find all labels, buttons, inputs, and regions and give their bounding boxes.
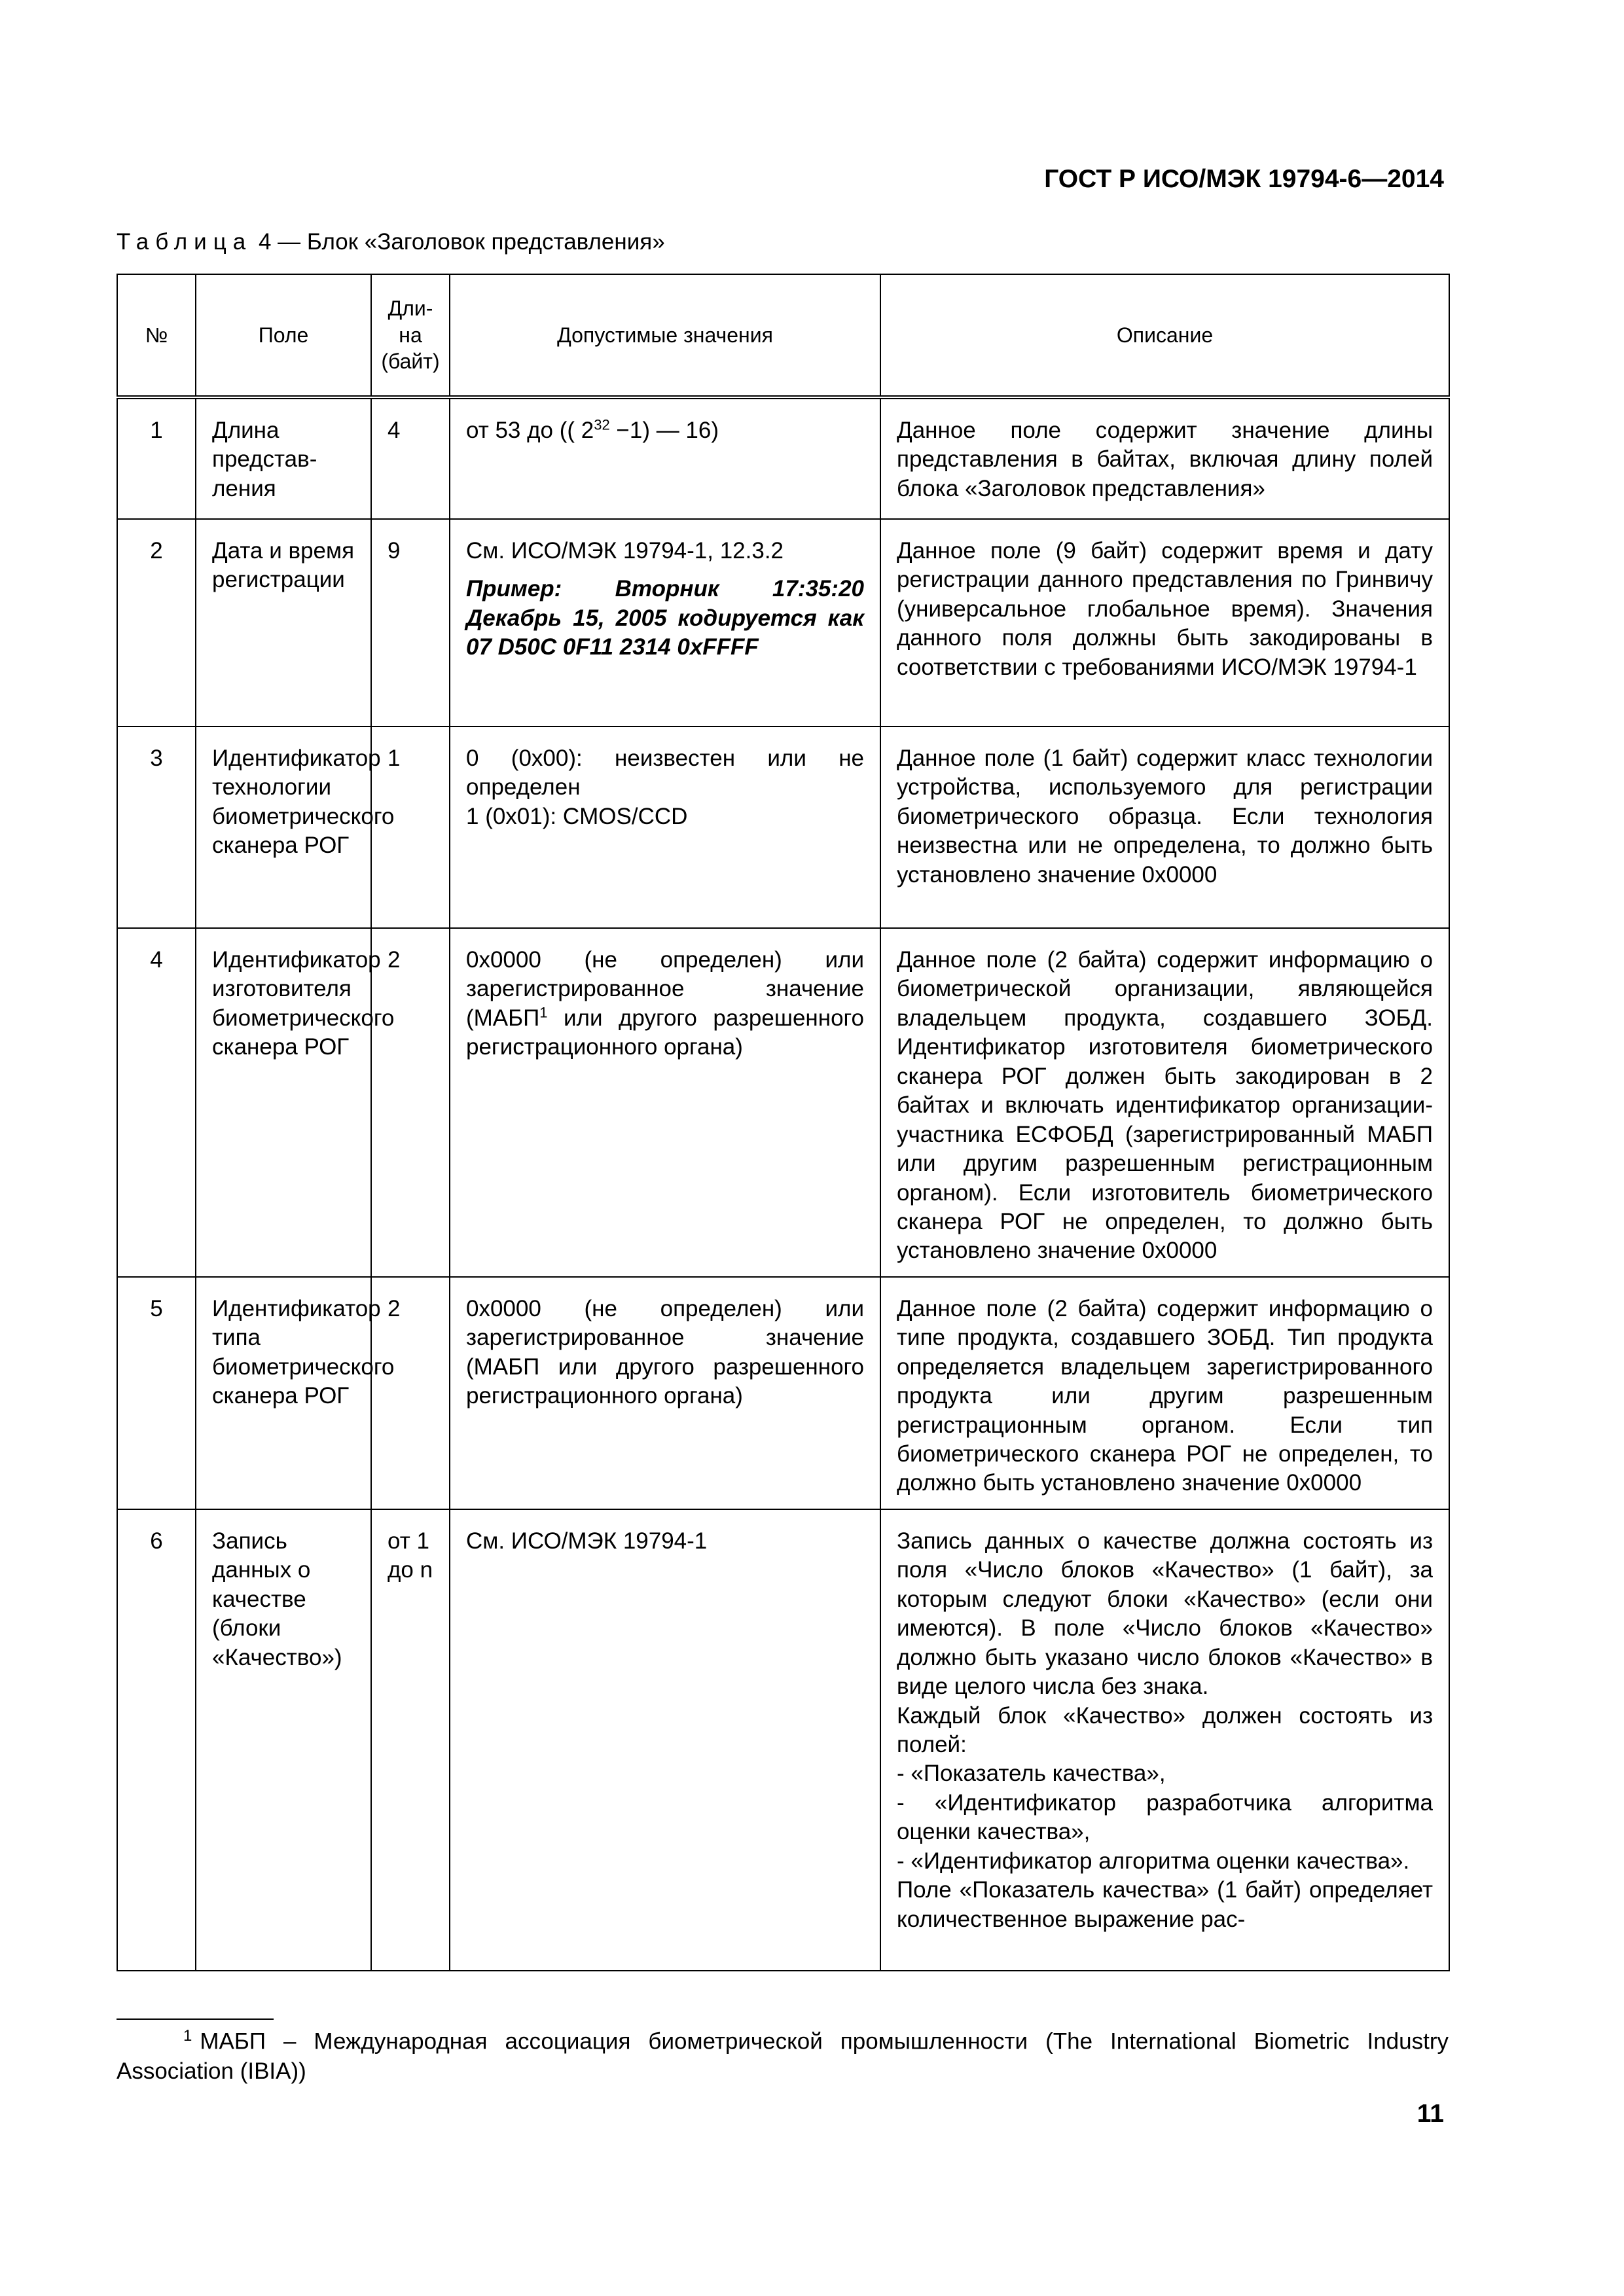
page-number: 11 xyxy=(1416,2100,1444,2128)
values-text: 0x0000 (не определен) или зарегистрированное значение (МАБП xyxy=(466,947,864,1031)
col-header-length: Дли- на (байт) xyxy=(371,274,450,397)
row-description: Данное поле (9 байт) содержит время и дату регистрации данного представления по Гринвичу (универсальное глобальное время). Значения данного поля должны быть закодированы в соответствии с требованиями ИСО/МЭК 19794-1 xyxy=(880,519,1449,726)
footnote-divider xyxy=(117,2018,274,2020)
description-paragraph: Каждый блок «Качество» должен состоять из полей: xyxy=(897,1702,1433,1757)
description-paragraph: Поле «Показатель качества» (1 байт) определяет количественное выражение рас- xyxy=(897,1877,1433,1932)
row-number: 6 xyxy=(117,1509,196,1971)
row-field: Длина представ-ления xyxy=(196,397,371,519)
row-values: См. ИСО/МЭК 19794-1 xyxy=(450,1509,880,1971)
row-number: 4 xyxy=(117,928,196,1277)
col-header-field: Поле xyxy=(196,274,371,397)
row-number: 3 xyxy=(117,726,196,928)
description-paragraph: Запись данных о качестве должна состоять из поля «Число блоков «Качество» (1 байт), за которым следуют блоки «Качество» (если они имеются). В поле «Число блоков «Качество» должно быть указано число блоков «Качество» в виде целого числа без знака. xyxy=(897,1528,1433,1700)
row-description: Данное поле содержит значение длины представления в байтах, включая длину полей блока «Заголовок представления» xyxy=(880,397,1449,519)
table-caption xyxy=(117,229,665,255)
row-values xyxy=(450,726,880,928)
caption-label: Таблица xyxy=(117,229,253,255)
row-description: Данное поле (1 байт) содержит класс технологии устройства, используемого для регистрации биометрического образца. Если технология неизвестна или не определена, то должно быть установлено значение 0x0000 xyxy=(880,726,1449,928)
col-header-values: Допустимые значения xyxy=(450,274,880,397)
values-text-tail: или другого разрешенного регистрационного органа) xyxy=(466,1005,864,1060)
row-description: Данное поле (2 байта) содержит информацию о биометрической организации, являющейся владельцем продукта, создавшего ЗОБД. Идентификатор изготовителя биометрического сканера РОГ должен быть закодирован в 2 байтах и включать идентификатор организации-участника ЕСФОБД (зарегистрированный МАБП или другим разрешенным регистрационным органом). Если изготовитель биометрического сканера РОГ не определен, то должно быть установлено значение 0x0000 xyxy=(880,928,1449,1277)
description-list-item: - «Идентификатор алгоритма оценки качества». xyxy=(897,1848,1410,1874)
description-list-item: - «Идентификатор разработчика алгоритма оценки качества», xyxy=(897,1789,1433,1845)
row-number: 2 xyxy=(117,519,196,726)
values-line: 0 (0x00): неизвестен или не определен xyxy=(466,745,864,800)
table-row xyxy=(117,726,1449,928)
row-field: Идентификатор технологии биометрического сканера РОГ xyxy=(196,726,371,928)
row-length: 9 xyxy=(371,519,450,726)
footnote-text: МАБП – Международная ассоциация биометрической промышленности (The International Biometric Industry Association (IBIA)) xyxy=(117,2028,1449,2085)
row-length: от 1 до n xyxy=(371,1509,450,1971)
row-field: Идентификатор типа биометрического сканера РОГ xyxy=(196,1277,371,1509)
table-row xyxy=(117,519,1449,726)
caption-title: Блок «Заголовок представления» xyxy=(306,229,665,255)
row-values: 0x0000 (не определен) или зарегистрированное значение (МАБП или другого разрешенного регистрационного органа) xyxy=(450,1277,880,1509)
description-list-item: - «Показатель качества», xyxy=(897,1761,1166,1787)
caption-number: 4 xyxy=(258,229,272,255)
table-row xyxy=(117,1277,1449,1509)
row-description: Данное поле (2 байта) содержит информацию о типе продукта, создавшего ЗОБД. Тип продукта определяется владельцем зарегистрированного продукта или другим разрешенным регистрационным органом. Если тип биометрического сканера РОГ не определен, то должно быть установлено значение 0x0000 xyxy=(880,1277,1449,1509)
col-header-number: № xyxy=(117,274,196,397)
col-header-description: Описание xyxy=(880,274,1449,397)
row-field: Идентификатор изготовителя биометрического сканера РОГ xyxy=(196,928,371,1277)
row-field: Дата и время регистрации xyxy=(196,519,371,726)
table-row xyxy=(117,397,1449,519)
row-number: 1 xyxy=(117,397,196,519)
row-length: 4 xyxy=(371,397,450,519)
row-number: 5 xyxy=(117,1277,196,1509)
row-description xyxy=(880,1509,1449,1971)
footnote xyxy=(117,2026,1449,2087)
values-text: См. ИСО/МЭК 19794-1, 12.3.2 xyxy=(466,538,784,564)
presentation-header-table xyxy=(117,274,1450,1971)
row-values xyxy=(450,397,880,519)
standard-header: ГОСТ Р ИСО/МЭК 19794-6—2014 xyxy=(1044,165,1444,193)
row-values xyxy=(450,519,880,726)
table-header-row xyxy=(117,274,1449,397)
example-note: Пример: Вторник 17:35:20 Декабрь 15, 2005 кодируется как 07 D50C 0F11 2314 0xFFFF xyxy=(466,576,864,660)
row-length: 2 xyxy=(371,928,450,1277)
values-text-tail: −1) — 16) xyxy=(609,418,719,443)
row-length: 1 xyxy=(371,726,450,928)
values-line: 1 (0x01): CMOS/CCD xyxy=(466,803,688,829)
caption-dash: — xyxy=(278,229,301,255)
footnote-mark: 1 xyxy=(183,2027,192,2045)
row-values xyxy=(450,928,880,1277)
table-row xyxy=(117,1509,1449,1971)
values-superscript: 32 xyxy=(594,416,610,433)
row-length: 2 xyxy=(371,1277,450,1509)
row-field: Запись данных о качестве (блоки «Качество») xyxy=(196,1509,371,1971)
table-row xyxy=(117,928,1449,1277)
footnote-reference: 1 xyxy=(539,1004,548,1021)
values-text: от 53 до (( 2 xyxy=(466,418,594,443)
